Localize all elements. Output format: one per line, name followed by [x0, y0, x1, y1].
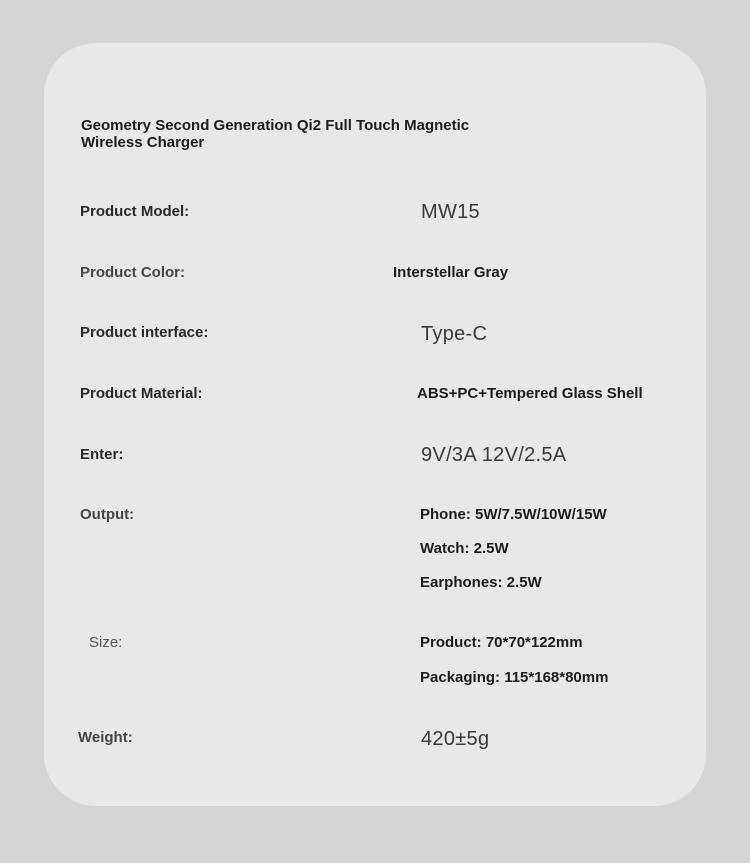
product-title: Geometry Second Generation Qi2 Full Touch Magnetic Wireless Charger	[81, 117, 470, 151]
material-value: ABS+PC+Tempered Glass Shell	[417, 385, 643, 402]
model-value: MW15	[421, 201, 480, 223]
size-packaging-value: Packaging: 115*168*80mm	[420, 669, 609, 686]
model-label: Product Model:	[80, 203, 190, 220]
output-phone-value: Phone: 5W/7.5W/10W/15W	[420, 506, 607, 523]
spec-card	[44, 43, 706, 806]
size-label: Size:	[89, 634, 123, 651]
material-label: Product Material:	[80, 385, 203, 402]
weight-label: Weight:	[78, 729, 133, 746]
weight-value: 420±5g	[421, 728, 490, 750]
output-watch-value: Watch: 2.5W	[420, 540, 509, 557]
output-earphones-value: Earphones: 2.5W	[420, 574, 542, 591]
interface-label: Product interface:	[80, 324, 209, 341]
color-label: Product Color:	[80, 264, 185, 281]
enter-label: Enter:	[80, 446, 124, 463]
interface-value: Type-C	[421, 323, 488, 345]
size-product-value: Product: 70*70*122mm	[420, 634, 583, 651]
enter-value: 9V/3A 12V/2.5A	[421, 444, 567, 466]
output-label: Output:	[80, 506, 135, 523]
color-value: Interstellar Gray	[393, 264, 509, 281]
